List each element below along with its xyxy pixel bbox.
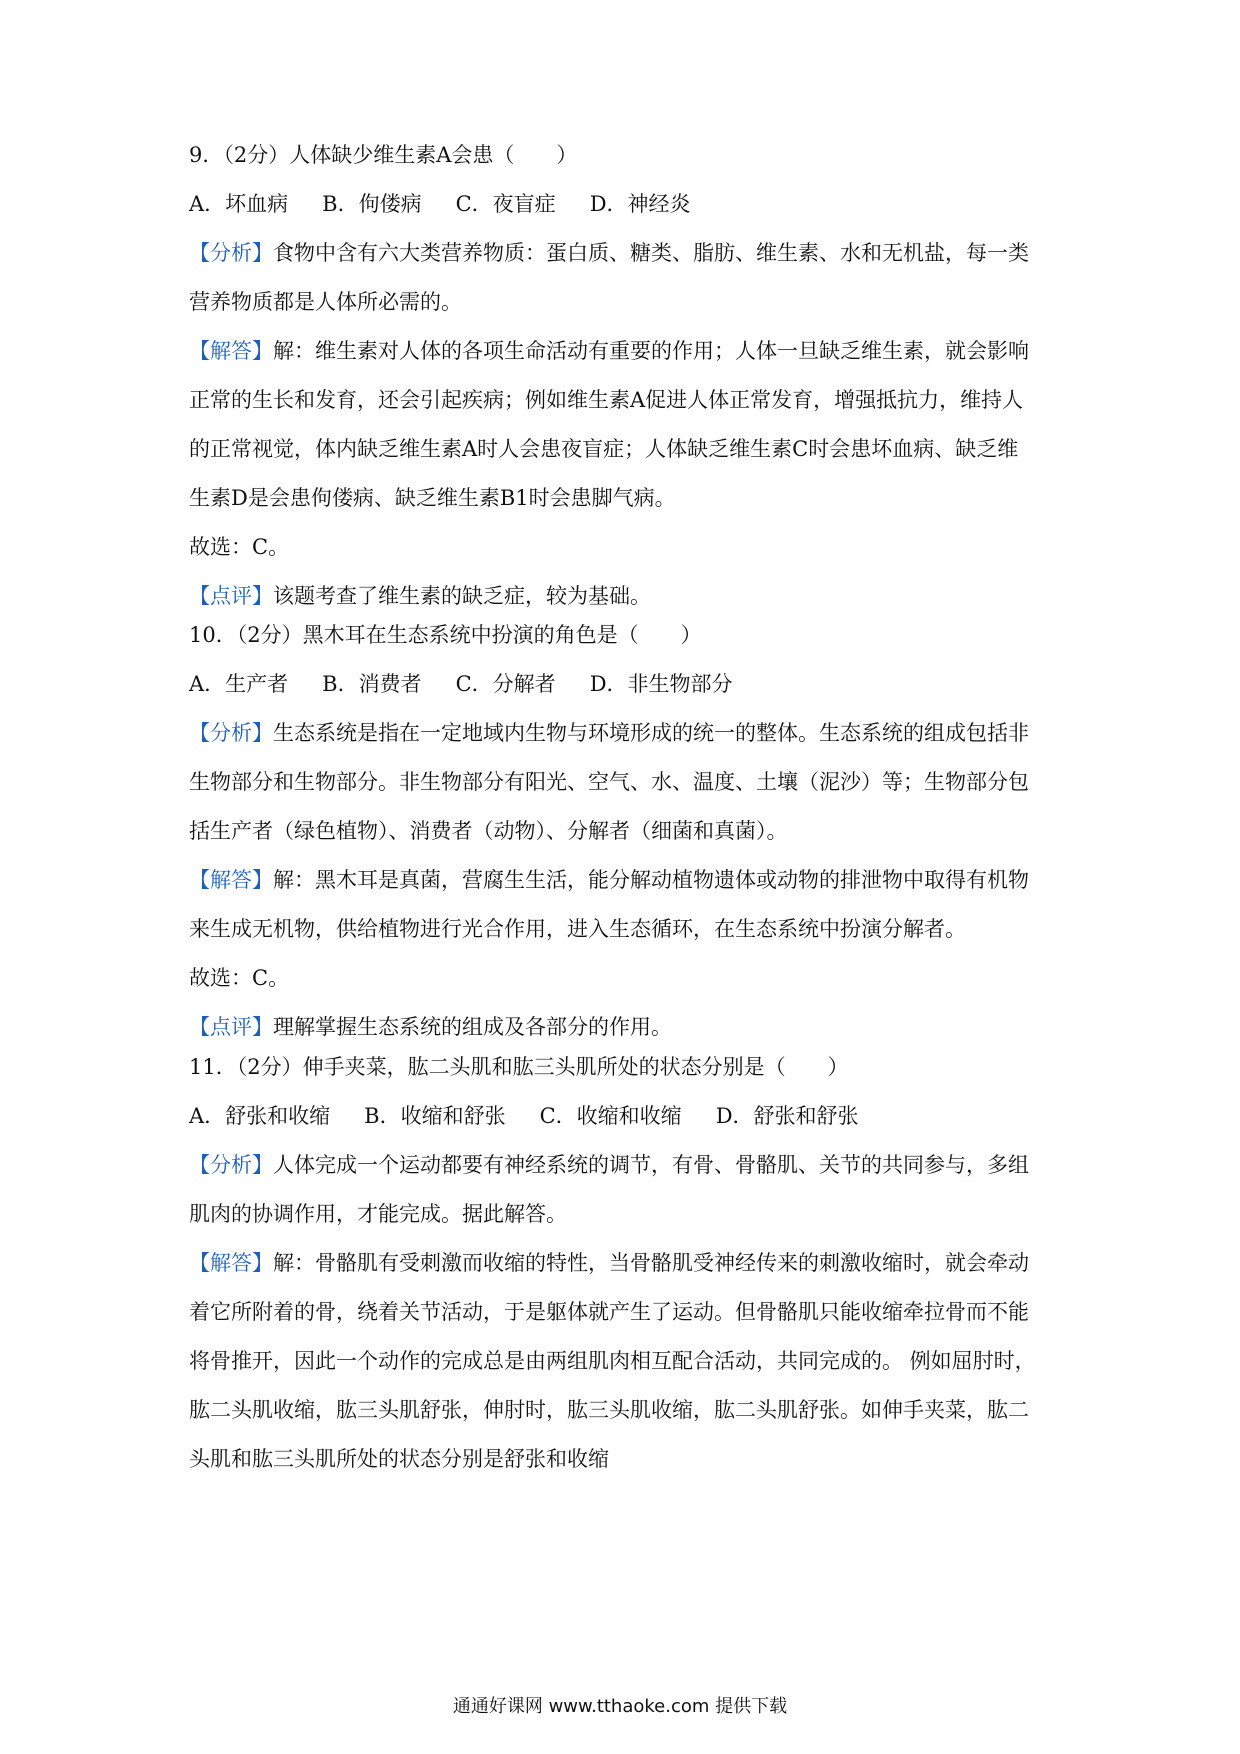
options-row [189,1092,1069,1141]
comment-tag: 【点评】 [189,584,273,608]
comment-line: 【点评】该题考查了维生素的缺乏症，较为基础。 [189,584,651,608]
question-9 [189,131,1069,621]
option-d: D．非生物部分 [589,672,733,696]
option-a: A．生产者 [189,672,289,696]
analysis-tag: 【分析】 [189,721,273,745]
option-a: A．坏血病 [189,192,289,216]
option-c: C．收缩和收缩 [539,1104,682,1128]
question-11 [189,1043,1069,1484]
option-c: C．夜盲症 [455,192,556,216]
answer-line: 头肌和肱三头肌所处的状态分别是舒张和收缩 [189,1447,609,1471]
analysis-line: 肌肉的协调作用，才能完成。据此解答。 [189,1202,567,1226]
analysis-line: 【分析】人体完成一个运动都要有神经系统的调节，有骨、骨骼肌、关节的共同参与，多组 [189,1153,1029,1177]
page-footer: 通通好课网 www.tthaoke.com 提供下载 [452,1696,788,1717]
answer-line: 肱二头肌收缩，肱三头肌舒张，伸肘时，肱三头肌收缩，肱二头肌舒张。如伸手夹菜，肱二 [189,1398,1029,1422]
answer-line: 将骨推开，因此一个动作的完成总是由两组肌肉相互配合活动，共同完成的。 例如屈肘时， [189,1349,1036,1373]
question-stem: 10．（2分）黑木耳在生态系统中扮演的角色是（ ） [189,623,702,647]
comment-line: 【点评】理解掌握生态系统的组成及各部分的作用。 [189,1015,672,1039]
question-10 [189,611,1069,1052]
answer-tag: 【解答】 [189,1251,273,1275]
analysis-line: 括生产者（绿色植物）、消费者（动物）、分解者（细菌和真菌）。 [189,819,788,843]
choice-line: 故选：C。 [189,966,290,990]
answer-line: 正常的生长和发育，还会引起疾病；例如维生素A促进人体正常发育，增强抵抗力，维持人 [189,388,1024,412]
question-stem: 9．（2分）人体缺少维生素A会患（ ） [189,143,578,167]
answer-line: 的正常视觉，体内缺乏维生素A时人会患夜盲症；人体缺乏维生素C时会患坏血病、缺乏维 [189,437,1019,461]
analysis-line: 营养物质都是人体所必需的。 [189,290,462,314]
answer-line: 着它所附着的骨，绕着关节活动，于是躯体就产生了运动。但骨骼肌只能收缩牵拉骨而不能 [189,1300,1029,1324]
answer-tag: 【解答】 [189,339,273,363]
answer-line: 【解答】解：维生素对人体的各项生命活动有重要的作用；人体一旦缺乏维生素，就会影响 [189,339,1029,363]
analysis-line: 【分析】生态系统是指在一定地域内生物与环境形成的统一的整体。生态系统的组成包括非 [189,721,1029,745]
option-a: A．舒张和收缩 [189,1104,331,1128]
question-stem: 11．（2分）伸手夹菜，肱二头肌和肱三头肌所处的状态分别是（ ） [189,1055,849,1079]
options-row [189,660,1069,709]
choice-line: 故选：C。 [189,535,290,559]
answer-line: 生素D是会患佝偻病、缺乏维生素B1时会患脚气病。 [189,486,676,510]
answer-tag: 【解答】 [189,868,273,892]
options-row [189,180,1069,229]
analysis-line: 【分析】食物中含有六大类营养物质：蛋白质、糖类、脂肪、维生素、水和无机盐，每一类 [189,241,1029,265]
option-d: D．神经炎 [589,192,691,216]
comment-tag: 【点评】 [189,1015,273,1039]
option-b: B．消费者 [322,672,422,696]
analysis-tag: 【分析】 [189,1153,273,1177]
option-b: B．收缩和舒张 [364,1104,506,1128]
option-c: C．分解者 [455,672,556,696]
answer-line: 【解答】解：黑木耳是真菌，营腐生生活，能分解动植物遗体或动物的排泄物中取得有机物 [189,868,1029,892]
analysis-line: 生物部分和生物部分。非生物部分有阳光、空气、水、温度、土壤（泥沙）等；生物部分包 [189,770,1029,794]
answer-line: 【解答】解：骨骼肌有受刺激而收缩的特性，当骨骼肌受神经传来的刺激收缩时，就会牵动 [189,1251,1029,1275]
answer-line: 来生成无机物，供给植物进行光合作用，进入生态循环，在生态系统中扮演分解者。 [189,917,966,941]
option-d: D．舒张和舒张 [715,1104,859,1128]
analysis-tag: 【分析】 [189,241,273,265]
option-b: B．佝偻病 [322,192,422,216]
